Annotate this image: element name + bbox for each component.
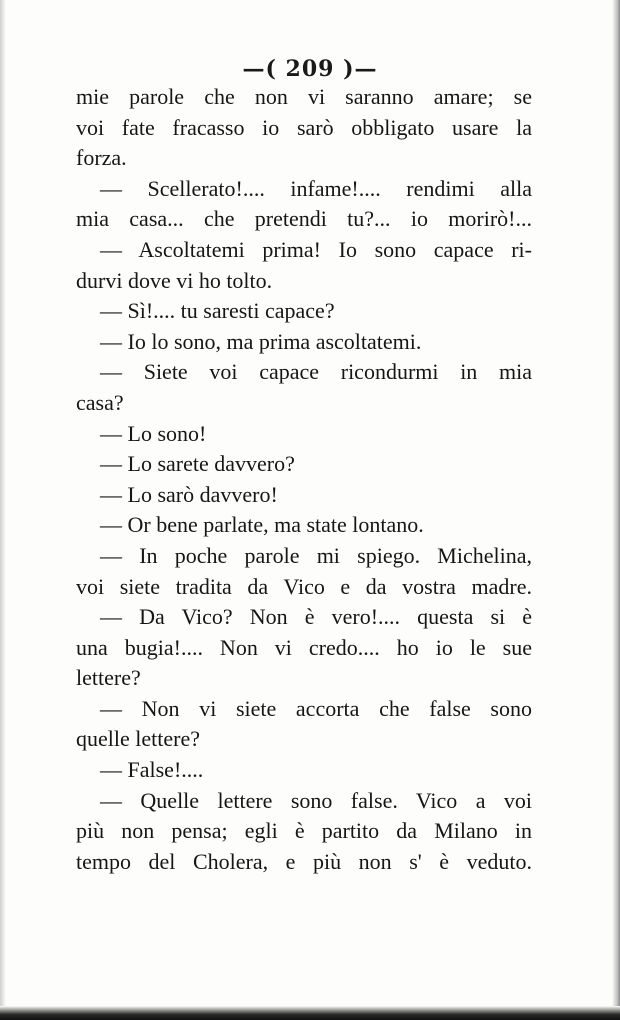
text-line: lettere? [76, 665, 141, 691]
text-line: voi fate fracasso io sarò obbligato usare la [76, 114, 532, 140]
text-line: una bugia!.... Non vi credo.... ho io le sue [76, 634, 532, 660]
text-line: — Lo sarete davvero? [100, 451, 295, 477]
text-line: — Lo sono! [100, 420, 207, 446]
text-line: voi siete tradita da Vico e da vostra madre. [76, 573, 532, 599]
page-number: —( 209 )— [242, 56, 378, 82]
text-line: mia casa... che pretendi tu?... io morirò!... [76, 206, 532, 232]
text-line: forza. [76, 145, 127, 171]
text-line: più non pensa; egli è partito da Milano in [76, 818, 532, 844]
text-line: — Or bene parlate, ma state lontano. [100, 512, 424, 538]
text-line: — Siete voi capace ricondurmi in mia [100, 359, 532, 385]
page-right-edge [612, 0, 620, 1020]
page-gutter-shadow [0, 0, 6, 1020]
text-line: tempo del Cholera, e più non s' è veduto. [76, 848, 532, 874]
text-line: — Da Vico? Non è vero!.... questa si è [100, 604, 532, 630]
text-line: — In poche parole mi spiego. Michelina, [100, 542, 532, 568]
body-text [76, 82, 532, 877]
text-line: — Io lo sono, ma prima ascoltatemi. [100, 328, 422, 354]
text-line: casa? [76, 389, 124, 415]
text-line: durvi dove vi ho tolto. [76, 267, 273, 293]
text-line: — Ascoltatemi prima! Io sono capace ri- [100, 236, 532, 262]
text-line: mie parole che non vi saranno amare; se [76, 84, 532, 109]
text-line: quelle lettere? [76, 726, 200, 752]
text-line: — Non vi siete accorta che false sono [100, 695, 532, 721]
text-line: — Sì!.... tu saresti capace? [100, 298, 335, 324]
text-line: — False!.... [100, 757, 204, 783]
page-bottom-edge [0, 1006, 620, 1020]
text-line: — Quelle lettere sono false. Vico a voi [100, 787, 532, 813]
text-line: — Lo sarò davvero! [100, 481, 278, 507]
text-line: — Scellerato!.... infame!.... rendimi alla [100, 175, 532, 201]
